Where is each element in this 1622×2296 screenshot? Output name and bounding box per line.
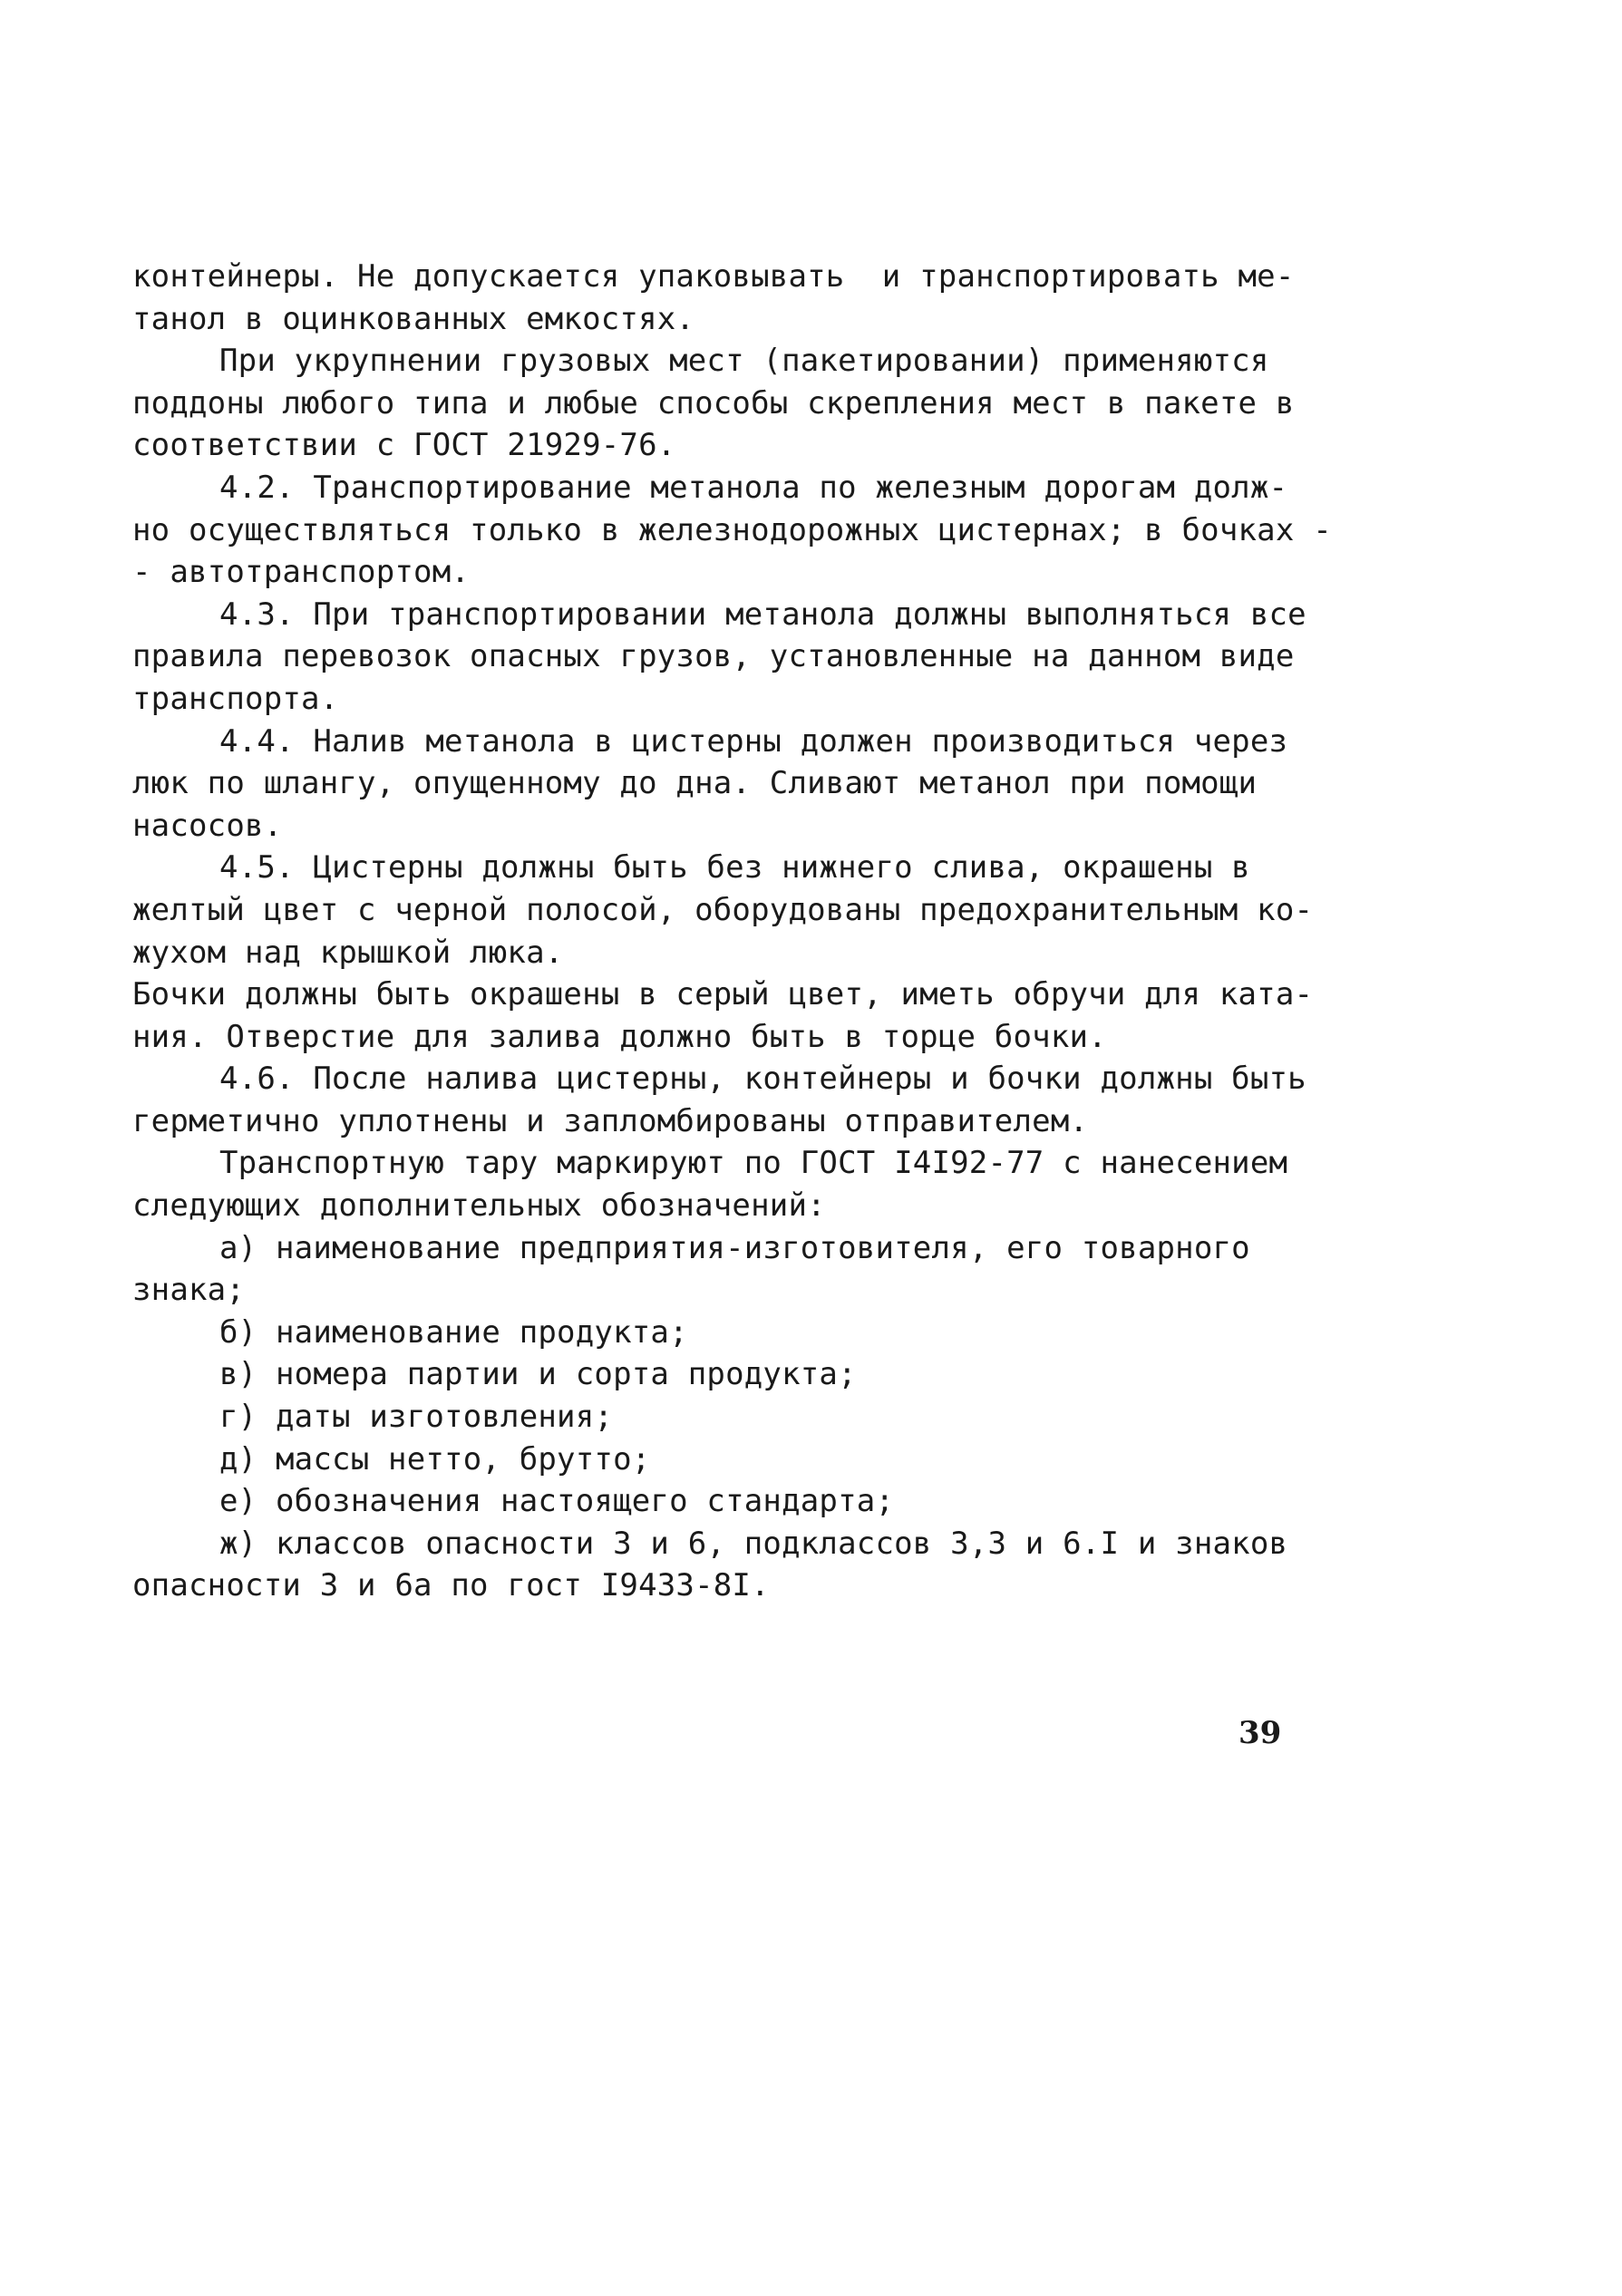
text-line: люк по шлангу, опущенному до дна. Сливают метанол при помощи <box>132 765 1258 802</box>
text-line: танол в оцинкованных емкостях. <box>132 300 695 337</box>
text-line: герметично уплотнены и запломбированы отправителем. <box>132 1102 1089 1139</box>
text-line: д) массы нетто, брутто; <box>219 1440 651 1477</box>
text-line: транспорта. <box>132 680 339 717</box>
text-line: 4.5. Цистерны должны быть без нижнего слива, окрашены в <box>219 849 1250 886</box>
text-line: жухом над крышкой люка. <box>132 934 564 971</box>
text-line: опасности 3 и 6а по гост I9433-8I. <box>132 1567 770 1604</box>
text-line: желтый цвет с черной полосой, оборудованы предохранительным ко- <box>132 891 1314 928</box>
text-line: Бочки должны быть окрашены в серый цвет, иметь обручи для ката- <box>132 976 1314 1013</box>
document-body <box>132 256 1332 1607</box>
text-line: знака; <box>132 1272 246 1309</box>
text-line: следующих дополнительных обозначений: <box>132 1187 826 1225</box>
text-line: Транспортную тару маркируют по ГОСТ I4I92-77 с нанесением <box>219 1145 1288 1182</box>
text-line: 4.4. Налив метанола в цистерны должен производиться через <box>219 722 1288 760</box>
text-line: При укрупнении грузовых мест (пакетировании) применяются <box>219 343 1269 380</box>
text-line: - автотранспортом. <box>132 554 471 591</box>
text-line: но осуществляться только в железнодорожных цистернах; в бочках - <box>132 511 1332 548</box>
text-line: 4.3. При транспортировании метанола должны выполняться все <box>219 596 1306 633</box>
text-line: правила перевозок опасных грузов, установленные на данном виде <box>132 638 1295 675</box>
text-line: насосов. <box>132 807 283 844</box>
text-line: 4.6. После налива цистерны, контейнеры и бочки должны быть <box>219 1061 1306 1098</box>
text-line: г) даты изготовления; <box>219 1399 614 1436</box>
text-line: ния. Отверстие для залива должно быть в торце бочки. <box>132 1018 1107 1055</box>
text-line: е) обозначения настоящего стандарта; <box>219 1483 895 1520</box>
text-line: а) наименование предприятия-изготовителя, его товарного <box>219 1229 1250 1266</box>
text-line: контейнеры. Не допускается упаковывать и транспортировать ме- <box>132 258 1295 295</box>
text-line: в) номера партии и сорта продукта; <box>219 1356 857 1393</box>
page-number: 39 <box>1238 1715 1282 1751</box>
text-line: ж) классов опасности 3 и 6, подклассов 3,3 и 6.I и знаков <box>219 1525 1288 1562</box>
text-line: соответствии с ГОСТ 21929-76. <box>132 427 676 464</box>
text-line: 4.2. Транспортирование метанола по железным дорогам долж- <box>219 469 1288 506</box>
text-line: б) наименование продукта; <box>219 1313 688 1351</box>
text-line: поддоны любого типа и любые способы скрепления мест в пакете в <box>132 384 1295 421</box>
